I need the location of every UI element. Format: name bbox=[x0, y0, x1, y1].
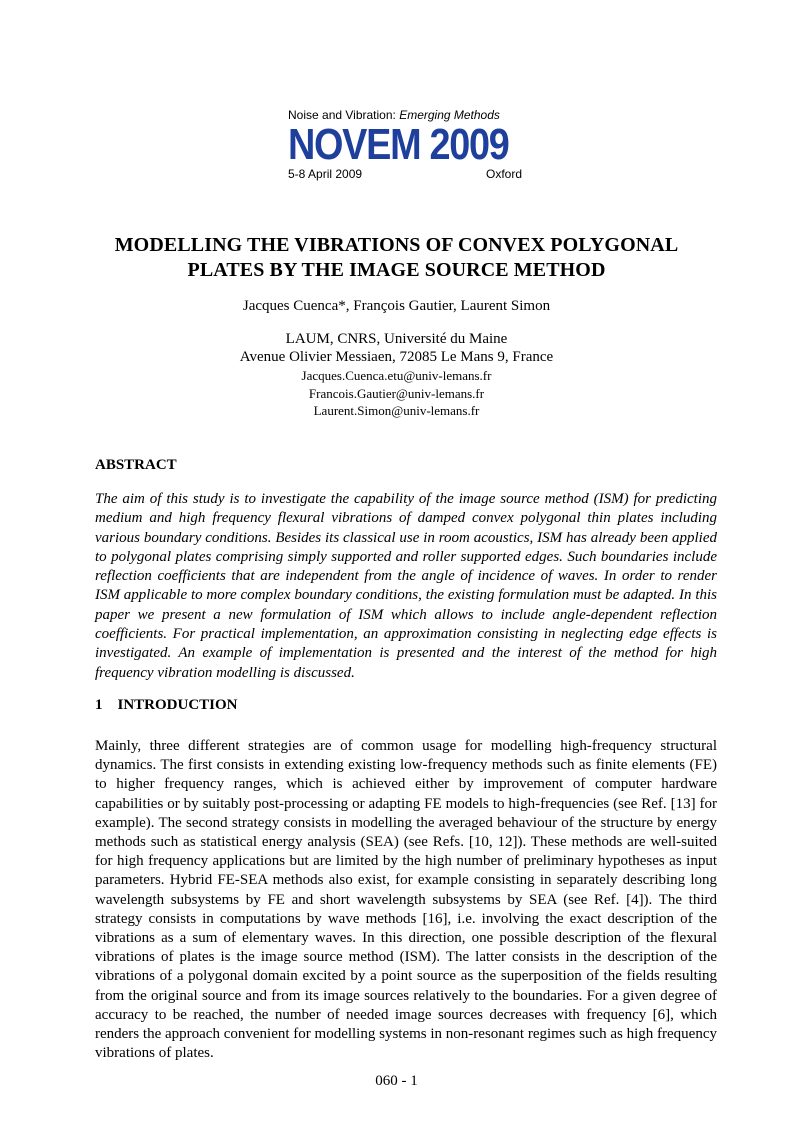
abstract-heading: ABSTRACT bbox=[95, 457, 177, 473]
abstract-body: The aim of this study is to investigate the capability of the image source method (ISM) for predicting medium and high frequency flexural vibrations of damped convex polygonal thin plates including various boundary conditions. Besides its classical use in room acoustics, ISM has already been applied to polygonal plates comprising simply supported and roller supported edges. Such boundaries include reflection coefficients that are independent from the angle of incidence of waves. In order to render ISM applicable to more complex boundary conditions, the existing formulation must be adapted. In this paper we present a new formulation of ISM which allows to include angle-dependent reflection coefficients. For practical implementation, an approximation consisting in neglecting edge effects is investigated. An example of implementation is presented and the interest of the method for high frequency vibration modelling is discussed. bbox=[95, 491, 717, 681]
paper-affiliation bbox=[0, 330, 793, 366]
page-number: 060 - 1 bbox=[375, 1073, 418, 1089]
email-link[interactable]: Laurent.Simon@univ-lemans.fr bbox=[313, 403, 480, 418]
conference-date-location bbox=[288, 167, 522, 181]
affiliation-line-2: Avenue Olivier Messiaen, 72085 Le Mans 9, France bbox=[239, 349, 554, 365]
paper-authors: Jacques Cuenca*, François Gautier, Laurent Simon bbox=[242, 298, 551, 314]
paper-title-line-1: MODELLING THE VIBRATIONS OF CONVEX POLYGONAL bbox=[114, 234, 679, 256]
conference-logo-name: NOVEM 2009 bbox=[288, 120, 509, 169]
conference-subtitle-emphasis: Emerging Methods bbox=[399, 108, 500, 122]
introduction-heading: 1 INTRODUCTION bbox=[95, 697, 238, 713]
conference-location: Oxford bbox=[485, 167, 522, 181]
conference-header bbox=[288, 107, 526, 181]
introduction-body: Mainly, three different strategies are of common usage for modelling high-frequency structural dynamics. The first consists in extending existing low-frequency methods such as finite elements (FE) to higher frequency ranges, which is achieved either by improvement of computer hardware capabilities or by suitably post-processing or adapting FE models to high-frequencies (see Ref. [13] for example). The second strategy consists in modelling the averaged behaviour of the structure by energy methods such as statistical energy analysis (SEA) (see Refs. [10, 12]). These methods are well-suited for high frequency applications but are limited by the high number of preliminary hypotheses as input parameters. Hybrid FE-SEA methods also exist, for example consisting in separately describing long wavelength subsystems by FE and short wavelength subsystems by SEA (see Ref. [4]). The third strategy consists in computations by wave methods [16], i.e. involving the exact description of the vibrations as a sum of elementary waves. In this direction, one possible description of the flexural vibrations of plates is the image source method (ISM). The latter consists in the description of the vibrations of a polygonal domain excited by a point source as the superposition of the fields resulting from the original source and from its image sources relatively to the boundaries. For a given degree of accuracy to be reached, the number of needed image sources decreases with frequency [6], which renders the approach convenient for modelling systems in non-resonant regimes such as high frequency vibrations of plates. bbox=[95, 738, 717, 1062]
email-link[interactable]: Francois.Gautier@univ-lemans.fr bbox=[308, 385, 485, 401]
paper-title bbox=[60, 233, 733, 283]
conference-dates: 5-8 April 2009 bbox=[288, 167, 363, 181]
conference-subtitle-prefix: Noise and Vibration: bbox=[288, 108, 400, 122]
affiliation-line-1: LAUM, CNRS, Université du Maine bbox=[285, 331, 508, 347]
email-link[interactable]: Jacques.Cuenca.etu@univ-lemans.fr bbox=[301, 368, 492, 383]
author-emails bbox=[0, 367, 793, 420]
paper-title-line-2: PLATES BY THE IMAGE SOURCE METHOD bbox=[187, 259, 606, 281]
